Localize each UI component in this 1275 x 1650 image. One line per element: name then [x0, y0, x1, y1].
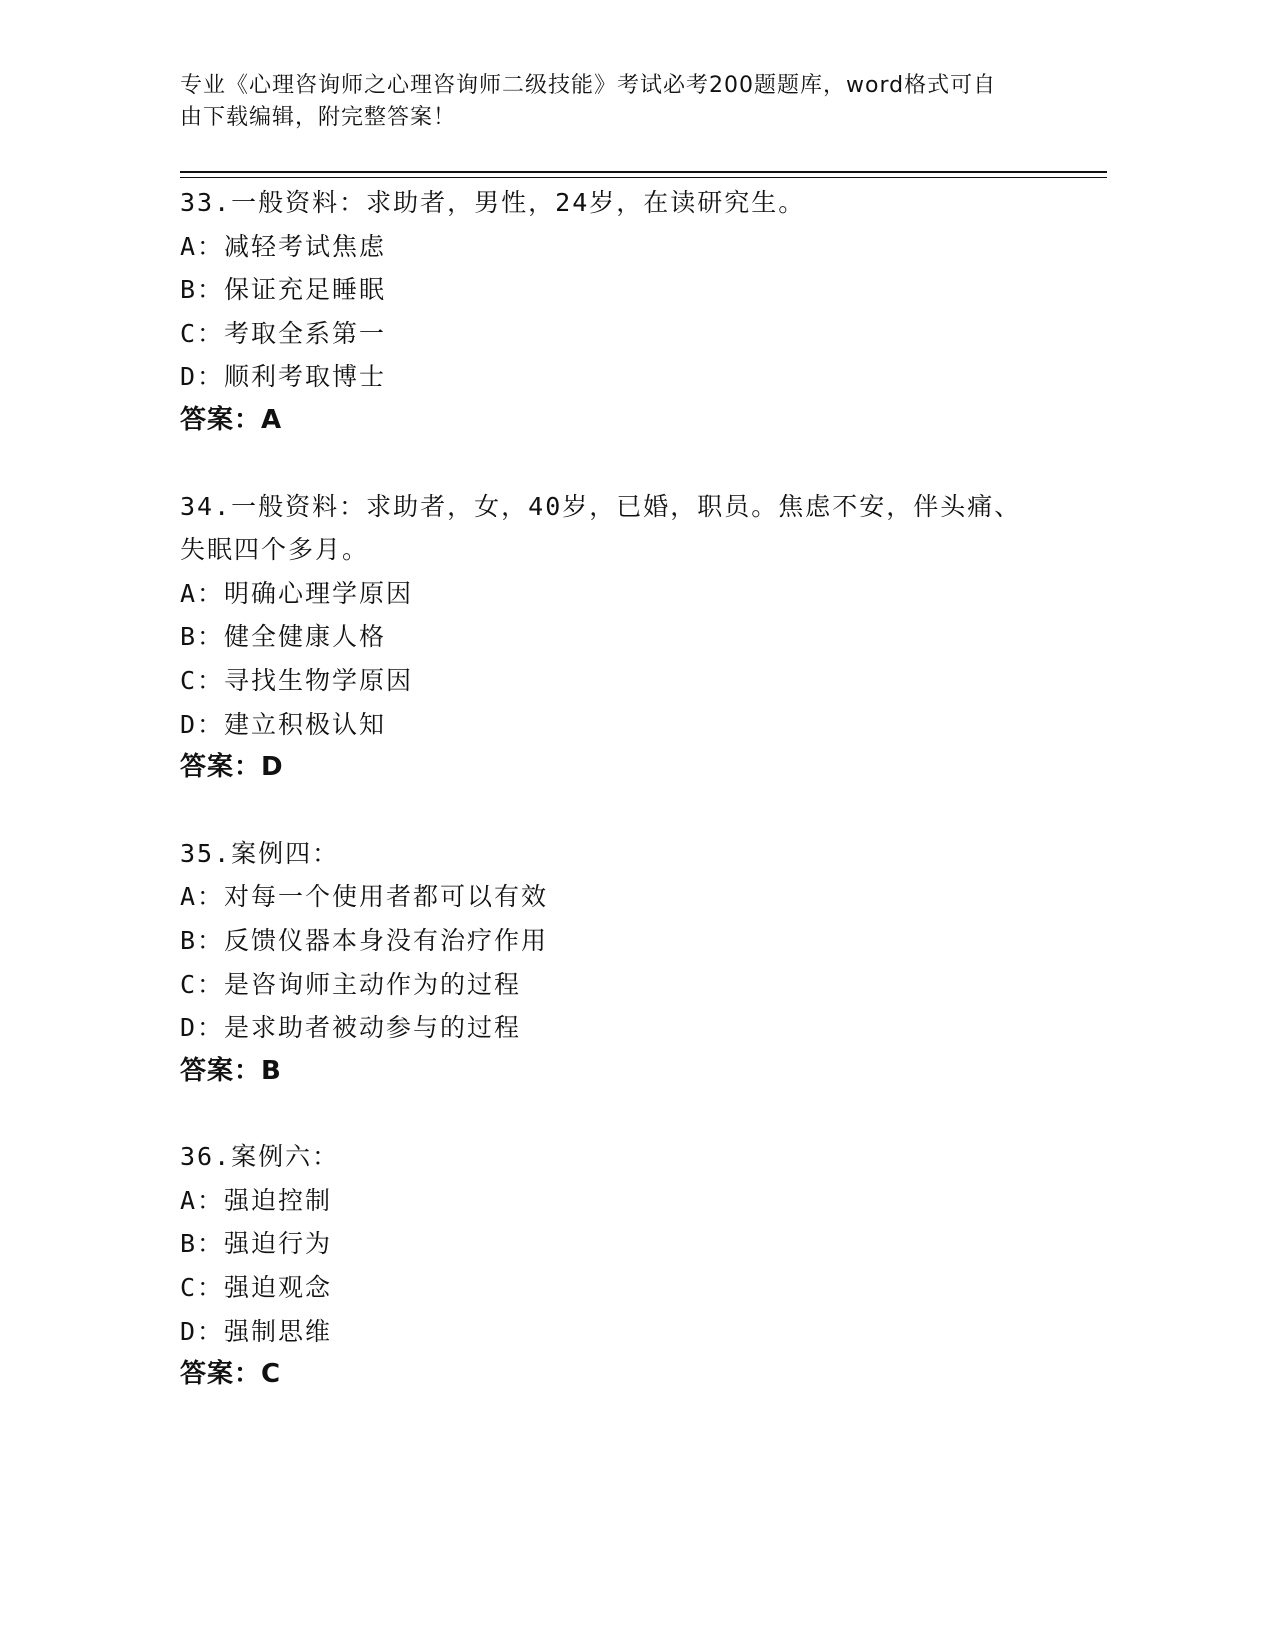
question-stem: 36.案例六：: [180, 1142, 340, 1172]
answer: 答案：A: [180, 404, 283, 435]
option-c: C：考取全系第一: [180, 318, 387, 348]
option-c: C：是咨询师主动作为的过程: [180, 969, 522, 999]
question-stem: 35.案例四：: [180, 838, 340, 868]
header-divider-thick: [180, 171, 1107, 173]
option-b: B：强迫行为: [180, 1229, 333, 1259]
option-d: D：顺利考取博士: [180, 362, 387, 392]
option-b: B：反馈仪器本身没有治疗作用: [180, 925, 549, 955]
header-line-1: 专业《心理咨询师之心理咨询师二级技能》考试必考200题题库，word格式可自: [180, 73, 997, 98]
answer: 答案：C: [180, 1359, 282, 1390]
question-35: [180, 832, 1080, 1094]
option-b: B：健全健康人格: [180, 622, 387, 652]
option-d: D：是求助者被动参与的过程: [180, 1013, 522, 1043]
option-c: C：强迫观念: [180, 1273, 333, 1303]
option-d: D：建立积极认知: [180, 709, 387, 739]
option-a: A：减轻考试焦虑: [180, 231, 387, 261]
option-b: B：保证充足睡眠: [180, 275, 387, 305]
option-a: A：强迫控制: [180, 1185, 333, 1215]
option-d: D：强制思维: [180, 1316, 333, 1346]
option-a: A：对每一个使用者都可以有效: [180, 882, 549, 912]
option-a: A：明确心理学原因: [180, 578, 414, 608]
question-33: [180, 181, 1080, 443]
question-34: [180, 485, 1080, 790]
answer: 答案：B: [180, 1055, 282, 1086]
option-c: C：寻找生物学原因: [180, 665, 414, 695]
question-36: [180, 1135, 1080, 1397]
question-stem-continued: 失眠四个多月。: [180, 535, 370, 565]
question-list: [180, 181, 1080, 1397]
document-header: [180, 70, 1040, 134]
header-line-2: 由下载编辑，附完整答案！: [180, 105, 457, 130]
question-stem: 33.一般资料：求助者，男性，24岁，在读研究生。: [180, 188, 806, 217]
question-stem: 34.一般资料：求助者，女，40岁，已婚，职员。焦虑不安，伴头痛、: [180, 491, 1022, 521]
header-divider-thin: [180, 177, 1107, 178]
answer: 答案：D: [180, 752, 284, 783]
